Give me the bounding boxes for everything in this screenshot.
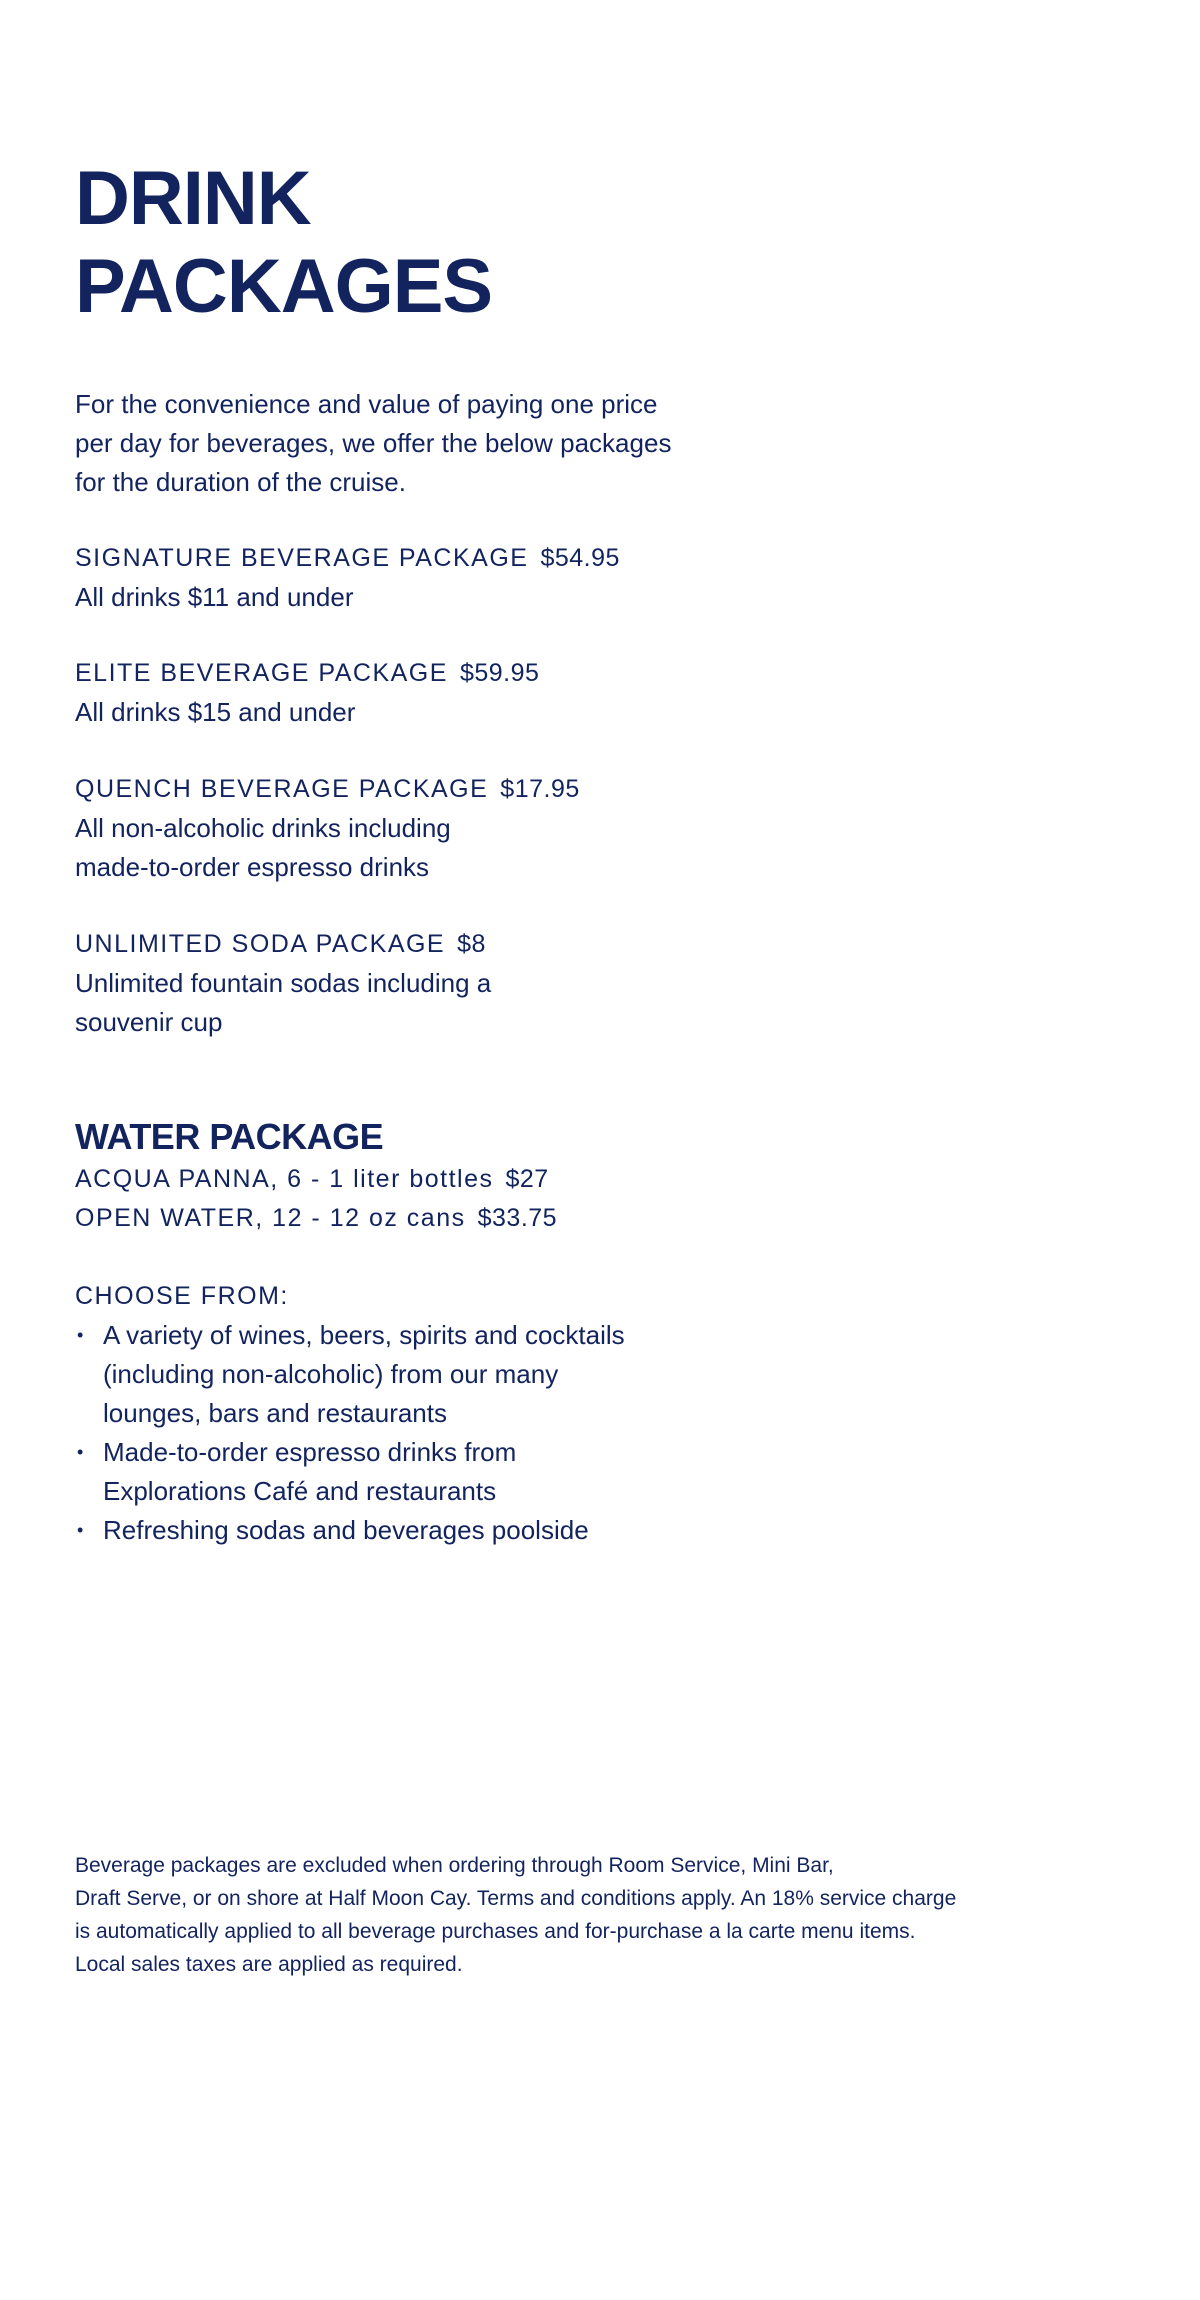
list-item-line: Explorations Café and restaurants bbox=[103, 1476, 497, 1506]
package-heading bbox=[75, 654, 715, 693]
package-heading bbox=[75, 539, 715, 578]
list-item bbox=[75, 1433, 775, 1511]
bullet-icon: • bbox=[77, 1442, 84, 1462]
package-description-line-1: Unlimited fountain sodas including a bbox=[75, 968, 492, 998]
package-price: $17.95 bbox=[500, 775, 580, 803]
list-item-line: lounges, bars and restaurants bbox=[103, 1398, 447, 1428]
package-description: All drinks $15 and under bbox=[75, 697, 356, 727]
bullet-icon: • bbox=[77, 1520, 84, 1540]
water-item-name: ACQUA PANNA, 6 - 1 liter bottles bbox=[75, 1165, 494, 1193]
footer-line-2: Draft Serve, or on shore at Half Moon Cay. Terms and conditions apply. An 18% service charge bbox=[75, 1887, 957, 1910]
list-item-line: A variety of wines, beers, spirits and cocktails bbox=[103, 1320, 625, 1350]
package-price: $8 bbox=[457, 930, 486, 958]
list-item bbox=[75, 1316, 775, 1433]
water-item-name: OPEN WATER, 12 - 12 oz cans bbox=[75, 1204, 466, 1232]
package-heading bbox=[75, 925, 715, 964]
water-item-price: $33.75 bbox=[477, 1204, 558, 1232]
footer-line-3: is automatically applied to all beverage purchases and for-purchase a la carte menu items. bbox=[75, 1920, 916, 1943]
footer-disclaimer bbox=[75, 1849, 1075, 1981]
water-item-price: $27 bbox=[505, 1165, 549, 1193]
package-description-line-2: souvenir cup bbox=[75, 1007, 223, 1037]
bullet-icon: • bbox=[77, 1325, 84, 1345]
package-description-line-2: made-to-order espresso drinks bbox=[75, 852, 430, 882]
package-elite bbox=[75, 654, 715, 732]
water-item-acqua-panna bbox=[75, 1160, 549, 1199]
water-package-title: WATER PACKAGE bbox=[75, 1116, 384, 1157]
package-name: ELITE BEVERAGE PACKAGE bbox=[75, 659, 448, 687]
page-title-line-1: DRINK bbox=[75, 156, 311, 241]
list-item bbox=[75, 1511, 775, 1550]
package-description: All drinks $11 and under bbox=[75, 582, 354, 612]
list-item-line: Refreshing sodas and beverages poolside bbox=[103, 1515, 589, 1545]
package-description-line-1: All non-alcoholic drinks including bbox=[75, 813, 451, 843]
list-item-line: (including non-alcoholic) from our many bbox=[103, 1359, 559, 1389]
package-quench bbox=[75, 770, 715, 887]
drink-packages-page bbox=[75, 0, 1125, 2300]
footer-line-1: Beverage packages are excluded when ordering through Room Service, Mini Bar, bbox=[75, 1854, 834, 1877]
package-heading bbox=[75, 770, 715, 809]
list-item-line: Made-to-order espresso drinks from bbox=[103, 1437, 517, 1467]
package-name: SIGNATURE BEVERAGE PACKAGE bbox=[75, 544, 529, 572]
page-title bbox=[75, 155, 492, 331]
package-name: UNLIMITED SODA PACKAGE bbox=[75, 930, 446, 958]
footer-line-4: Local sales taxes are applied as required. bbox=[75, 1953, 463, 1976]
package-unlimited-soda bbox=[75, 925, 715, 1042]
page-title-line-2: PACKAGES bbox=[75, 244, 493, 329]
package-name: QUENCH BEVERAGE PACKAGE bbox=[75, 775, 489, 803]
intro-paragraph: For the convenience and value of paying one price per day for beverages, we offer the below packages for the duration of the cruise. bbox=[75, 389, 672, 497]
choose-from-list bbox=[75, 1316, 775, 1550]
choose-from-heading: CHOOSE FROM: bbox=[75, 1282, 289, 1310]
package-signature bbox=[75, 539, 715, 617]
package-price: $54.95 bbox=[540, 544, 620, 572]
package-price: $59.95 bbox=[459, 659, 540, 687]
water-item-open-water bbox=[75, 1199, 557, 1238]
